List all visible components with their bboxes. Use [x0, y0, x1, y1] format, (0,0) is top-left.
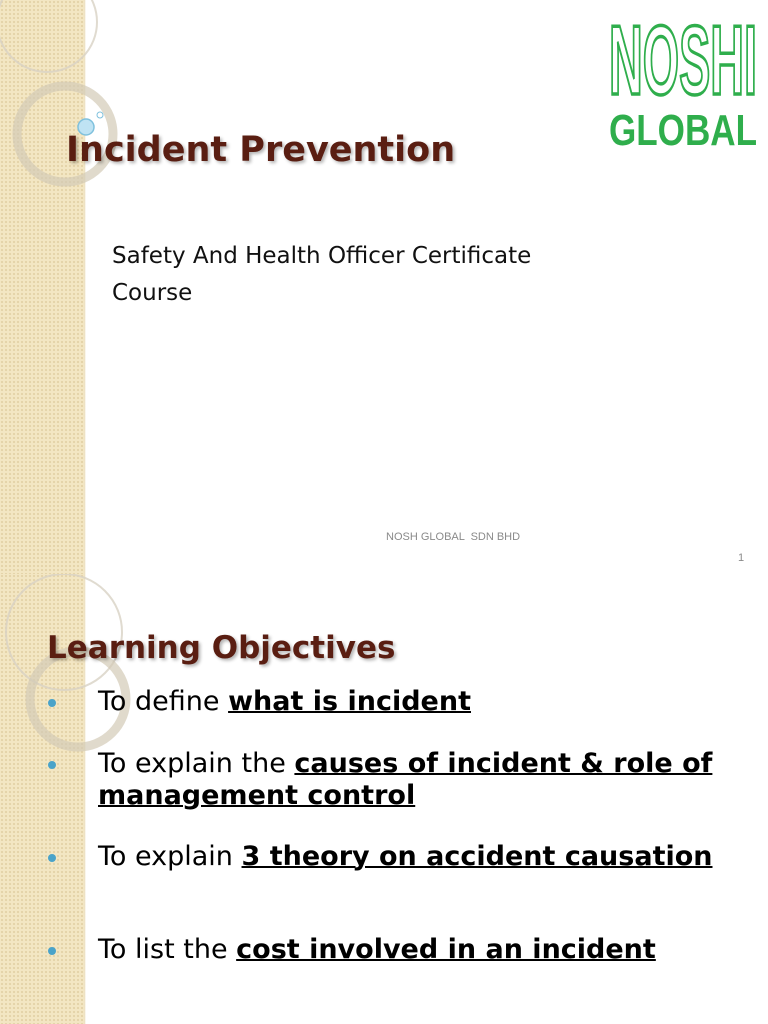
bullet-icon — [48, 699, 56, 707]
objective-emphasis: what is incident — [228, 686, 471, 717]
slide-subtitle: Safety And Health Officer Certificate Course — [112, 243, 532, 306]
svg-text:GLOBAL: GLOBAL — [609, 106, 757, 155]
decorative-circles — [0, 0, 140, 200]
slide-2 — [0, 574, 768, 1024]
decorative-circles — [0, 574, 140, 774]
objective-emphasis: cost involved in an incident — [236, 934, 656, 965]
bullet-icon — [48, 854, 56, 862]
objective-prefix: To list the — [98, 934, 237, 965]
page-number: 1 — [738, 552, 745, 564]
objective-emphasis: causes of incident & role of management control — [98, 748, 713, 811]
objective-item — [98, 841, 718, 873]
slide-footer: NOSH GLOBAL SDN BHD — [386, 531, 521, 543]
objective-item — [98, 934, 718, 966]
svg-text:NOSHI: NOSHI — [609, 8, 757, 115]
objective-item — [98, 686, 718, 718]
bullet-icon — [48, 761, 56, 769]
small-bubble-icon — [97, 112, 103, 118]
objective-prefix: To define — [98, 686, 229, 717]
slide-title: Learning Objectives — [47, 630, 396, 666]
bullet-icon — [48, 947, 56, 955]
objective-emphasis: 3 theory on accident causation — [241, 841, 713, 872]
slide-title: Incident Prevention — [66, 130, 456, 170]
objective-prefix: To explain the — [98, 748, 295, 779]
objective-item — [98, 748, 718, 812]
objective-prefix: To explain — [98, 841, 242, 872]
nosh-global-logo — [606, 8, 760, 156]
